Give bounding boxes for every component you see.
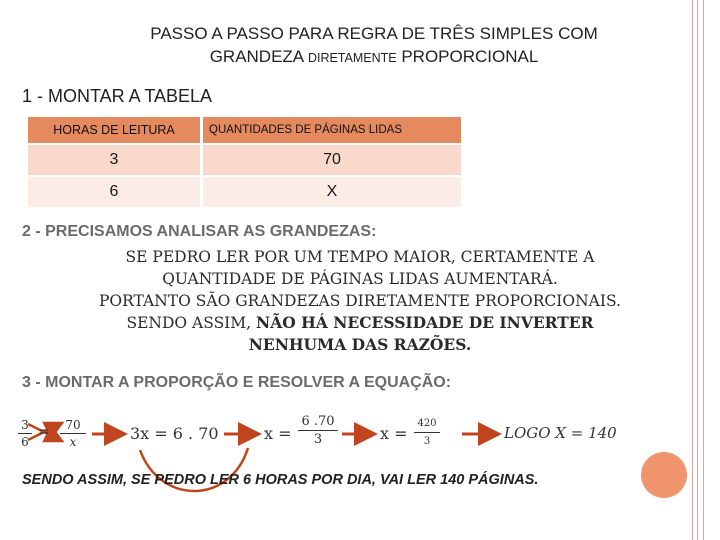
equals-sign: = — [38, 424, 50, 440]
fraction-denominator: 3 — [313, 432, 323, 447]
fraction-denominator: 3 — [423, 436, 431, 447]
fraction-numerator: 6 .70 — [298, 415, 338, 431]
proportion-right — [60, 418, 86, 450]
section-1-heading: 1 - MONTAR A TABELA — [22, 86, 213, 106]
conclusion-text: SENDO ASSIM, SE PEDRO LER 6 HORAS POR DIA, VAI LER 140 PÁGINAS. — [22, 472, 539, 488]
analysis-line-2: QUANTIDADE DE PÁGINAS LIDAS AUMENTARÁ. — [162, 270, 558, 288]
title-line-1: PASSO A PASSO PARA REGRA DE TRÊS SIMPLES COM — [150, 24, 598, 43]
analysis-line-5: NENHUMA DAS RAZÕES. — [248, 335, 472, 354]
fraction-denominator: 6 — [21, 435, 29, 449]
table-cell: 3 — [28, 144, 202, 176]
analysis-line-4b: NÃO HÁ NECESSIDADE DE INVERTER — [256, 313, 594, 332]
section-2-heading: 2 - PRECISAMOS ANALISAR AS GRANDEZAS: — [22, 223, 377, 240]
fraction-numerator: 420 — [414, 417, 440, 433]
proportion-left — [18, 418, 32, 450]
equation-step-1: 3x = 6 . 70 — [130, 424, 219, 443]
equation-step-3-lhs: x = — [380, 424, 408, 443]
analysis-line-1: SE PEDRO LER POR UM TEMPO MAIOR, CERTAMENTE A — [125, 248, 595, 266]
title-part-a: GRANDEZA — [209, 47, 308, 66]
table-cell: 70 — [202, 144, 462, 176]
decorative-circle — [641, 452, 687, 498]
table-cell: X — [202, 176, 462, 207]
analysis-line-3: PORTANTO SÃO GRANDEZAS DIRETAMENTE PROPORCIONAIS. — [99, 292, 621, 310]
title-part-c: PROPORCIONAL — [396, 47, 539, 66]
fraction-numerator: 70 — [60, 418, 86, 434]
section-3-heading: 3 - MONTAR A PROPORÇÃO E RESOLVER A EQUAÇÃO: — [22, 374, 452, 391]
analysis-line-4a: SENDO ASSIM, — [126, 314, 257, 332]
fraction-denominator: x — [69, 435, 77, 449]
fraction-numerator: 3 — [18, 418, 32, 434]
title-part-b: DIRETAMENTE — [307, 51, 397, 65]
table-header-hours: HORAS DE LEITURA — [28, 117, 202, 144]
equation-step-3-fraction — [414, 417, 440, 449]
equation-step-2-lhs: x = — [264, 424, 292, 443]
equation-result: LOGO X = 140 — [504, 424, 617, 442]
table-header-pages: QUANTIDADES DE PÁGINAS LIDAS — [202, 117, 462, 144]
equation-step-2-fraction — [298, 415, 338, 447]
table-cell: 6 — [28, 176, 202, 207]
